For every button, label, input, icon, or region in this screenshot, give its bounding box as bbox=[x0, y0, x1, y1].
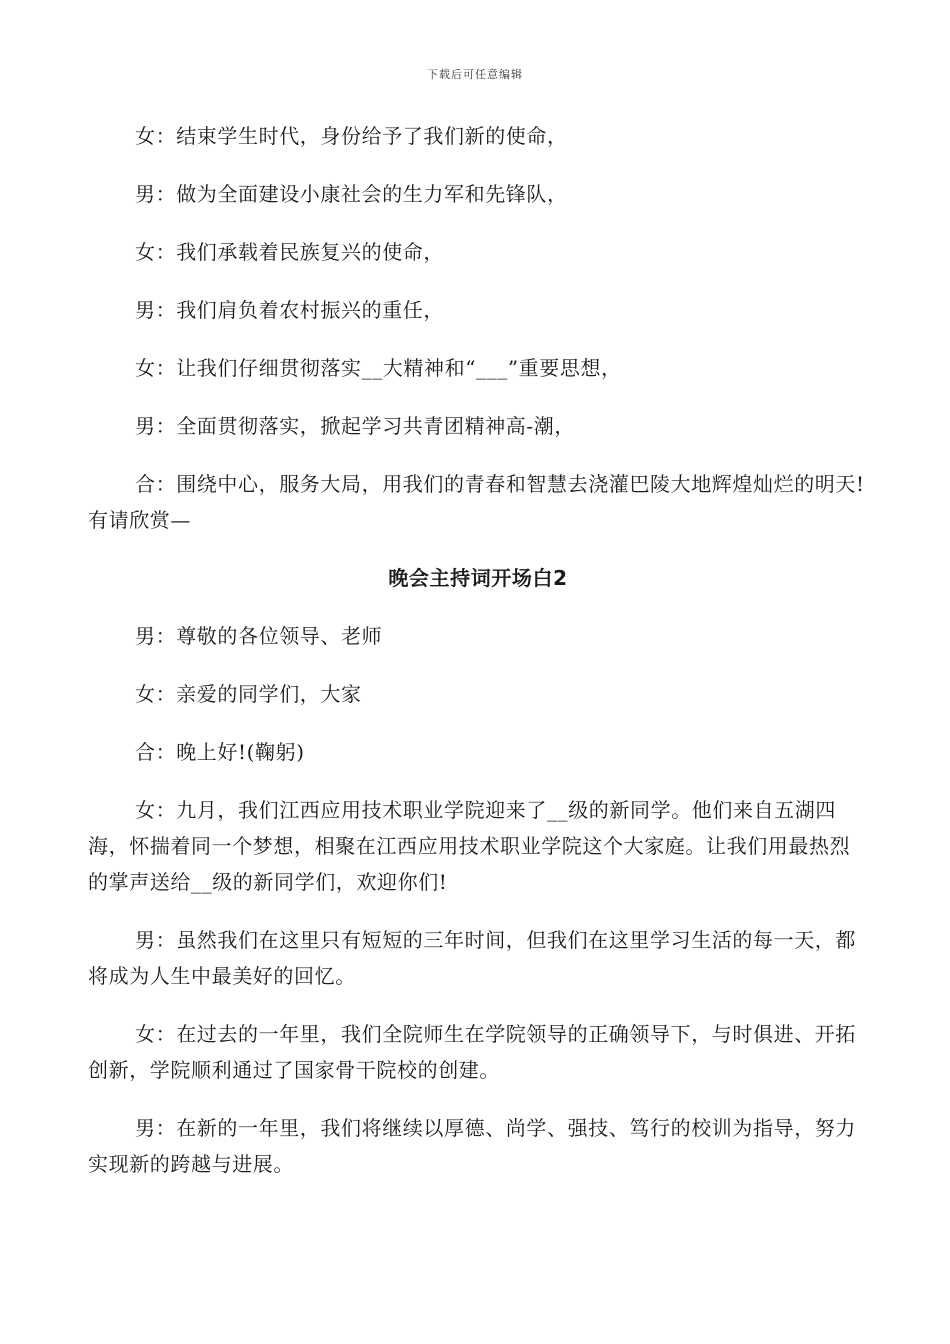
dialogue-line: 女：结束学生时代，身份给予了我们新的使命， bbox=[135, 124, 568, 148]
section-title: 晚会主持词开场白2 bbox=[388, 566, 568, 590]
dialogue-line: 女：亲爱的同学们，大家 bbox=[135, 682, 362, 706]
dialogue-line: 男：全面贯彻落实，掀起学习共青团精神高-潮， bbox=[135, 414, 575, 438]
dialogue-line: 男：虽然我们在这里只有短短的三年时间，但我们在这里学习生活的每一天，都将成为人生中最美好的回忆。 bbox=[88, 928, 856, 988]
document-body bbox=[88, 118, 868, 1204]
dialogue-line: 女：让我们仔细贯彻落实__大精神和“___”重要思想， bbox=[135, 356, 622, 380]
dialogue-line: 合：围绕中心，服务大局，用我们的青春和智慧去浇灌巴陵大地辉煌灿烂的明天!有请欣赏— bbox=[88, 472, 865, 532]
dialogue-line: 男：在新的一年里，我们将继续以厚德、尚学、强技、笃行的校训为指导，努力实现新的跨越与进展。 bbox=[88, 1116, 856, 1176]
dialogue-line: 女：在过去的一年里，我们全院师生在学院领导的正确领导下，与时俱进、开拓创新，学院顺利通过了国家骨干院校的创建。 bbox=[88, 1022, 856, 1082]
dialogue-line: 男：做为全面建设小康社会的生力军和先锋队， bbox=[135, 182, 568, 206]
dialogue-line: 女：我们承载着民族复兴的使命， bbox=[135, 240, 444, 264]
page-header-note: 下载后可任意编辑 bbox=[427, 68, 523, 81]
dialogue-line: 女：九月，我们江西应用技术职业学院迎来了__级的新同学。他们来自五湖四海，怀揣着同一个梦想，相聚在江西应用技术职业学院这个大家庭。让我们用最热烈的掌声送给__级的新同学们，欢迎你们! bbox=[88, 798, 851, 894]
dialogue-line: 男：尊敬的各位领导、老师 bbox=[135, 624, 383, 648]
dialogue-line: 合：晚上好!(鞠躬) bbox=[135, 740, 305, 764]
dialogue-line: 男：我们肩负着农村振兴的重任， bbox=[135, 298, 444, 322]
